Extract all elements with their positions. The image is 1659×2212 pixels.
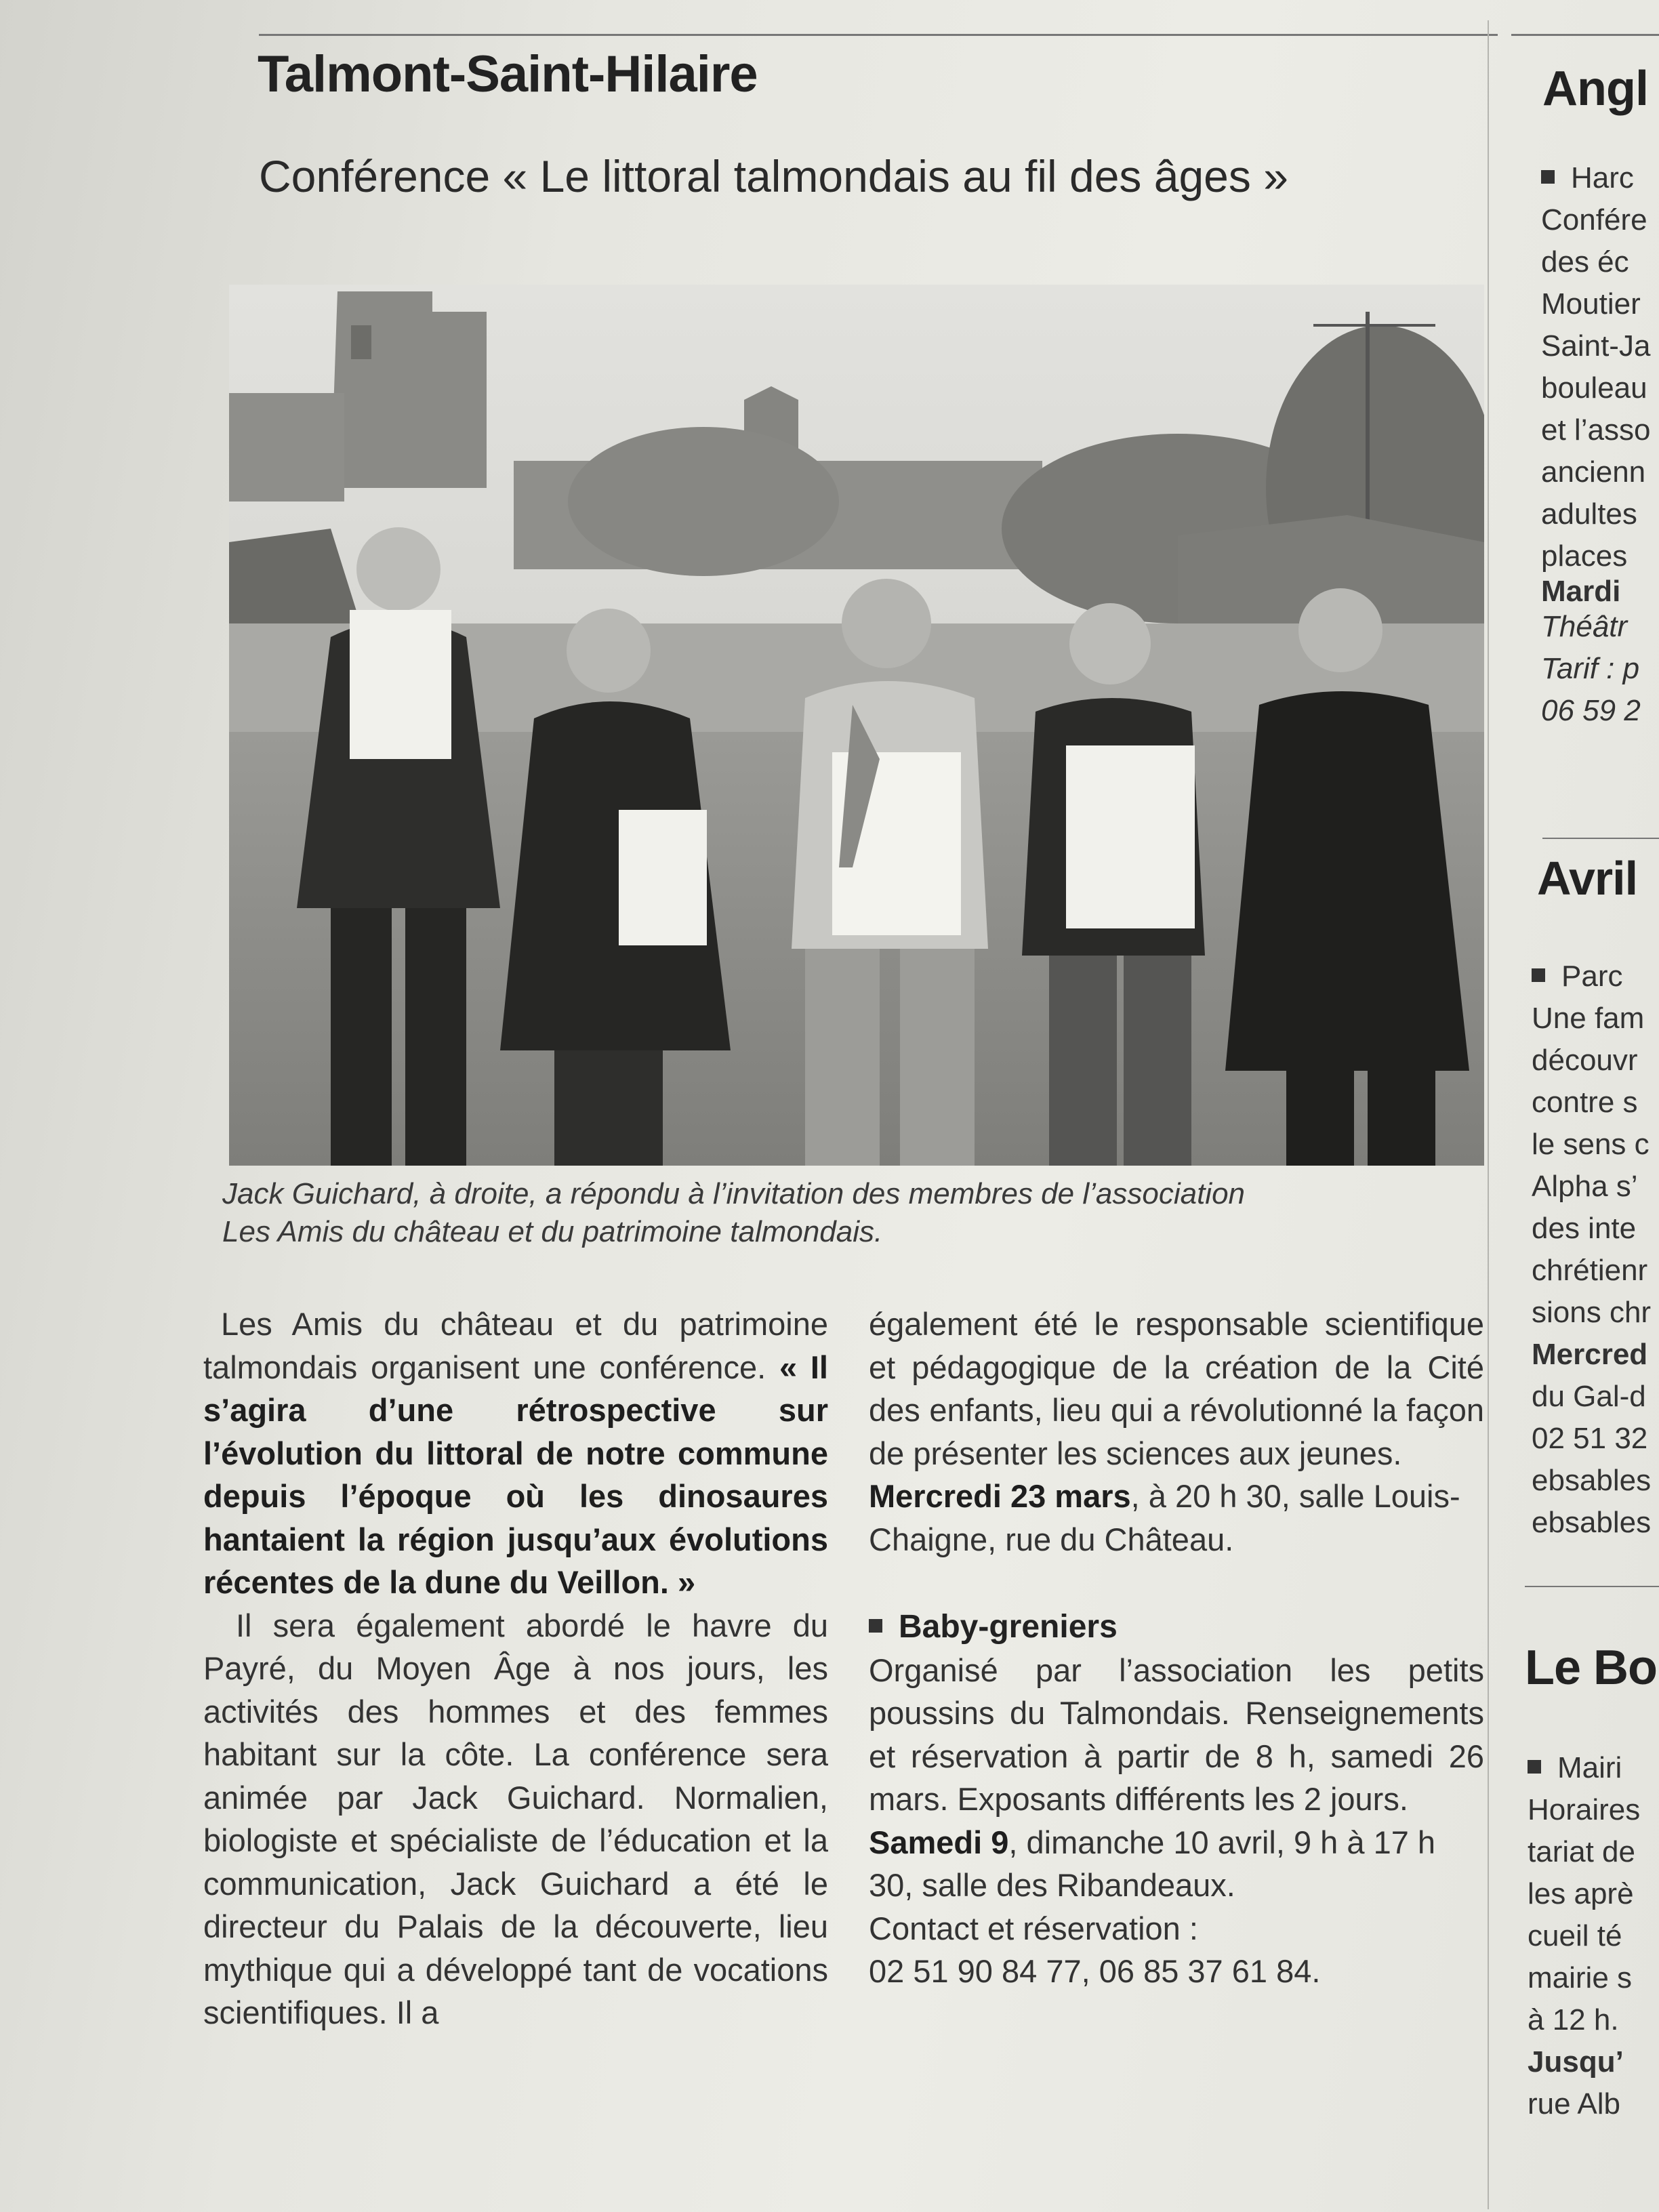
right-column	[1498, 0, 1659, 2212]
right-section-2	[1532, 956, 1651, 1544]
right-s1-text-0: Harc	[1571, 161, 1634, 194]
article-body-2: également été le responsable scientifique et pédagogique de la création de la Cité des enfants, lieu qui a révolutionné la façon de présenter les sciences aux jeunes.	[869, 1306, 1484, 1471]
right-s1-bold: Mardi	[1541, 575, 1621, 608]
right-s2-bold: Mercred	[1532, 1338, 1648, 1371]
right-s2-line-3: contre s	[1532, 1086, 1638, 1119]
right-s2-line-7: chrétienr	[1532, 1254, 1648, 1287]
brief-heading-text: Baby-greniers	[899, 1609, 1118, 1645]
caption-line-1: Jack Guichard, à droite, a répondu à l’invitation des membres de l’association	[222, 1177, 1246, 1210]
right-s3-line-6: à 12 h.	[1528, 2003, 1619, 2036]
right-s2-tail-3: ebsables	[1532, 1506, 1652, 1539]
bullet-square-icon	[869, 1619, 882, 1633]
brief-contact-phones: 02 51 90 84 77, 06 85 37 61 84.	[869, 1953, 1321, 1989]
right-section-1	[1541, 157, 1650, 732]
bullet-square-icon	[1541, 170, 1555, 184]
right-s1-line-8: adultes	[1541, 497, 1637, 531]
brief-body: Organisé par l’association les petits poussins du Talmondais. Renseignements et réservation à partir de 8 h, samedi 26 mars. Exposants différents les 2 jours.	[869, 1652, 1484, 1817]
right-heading-1: Angl	[1542, 62, 1648, 116]
right-s2-line-2: découvr	[1532, 1044, 1638, 1077]
photo-caption	[222, 1175, 1483, 1251]
bullet-square-icon	[1532, 968, 1545, 982]
right-s2-text-0: Parc	[1561, 960, 1623, 993]
right-s1-line-2: des éc	[1541, 245, 1629, 279]
right-s2-tail-1: 02 51 32	[1532, 1422, 1648, 1455]
photo-graphic	[229, 285, 1484, 1166]
right-s2-line-1: Une fam	[1532, 1002, 1645, 1035]
right-s3-text-0: Mairi	[1557, 1751, 1622, 1784]
event-date: Mercredi 23 mars	[869, 1478, 1131, 1514]
right-s3-line-3: les aprè	[1528, 1877, 1634, 1910]
right-s2-line-8: sions chr	[1532, 1296, 1652, 1329]
right-s1-line-9: places	[1541, 539, 1628, 573]
article-quote: « Il s’agira d’une rétrospective sur l’évolution du littoral de notre commune depuis l’époque où les dinosaures hantaient la région jusqu’aux évolutions récentes de la dune du Veillon. »	[203, 1349, 828, 1600]
right-s1-italic-1: Tarif : p	[1541, 652, 1640, 685]
caption-line-2: Les Amis du château et du patrimoine talmondais.	[222, 1215, 883, 1248]
right-s2-tail-0: du Gal-d	[1532, 1380, 1646, 1413]
article-body-1: Il sera également abordé le havre du Payré, du Moyen Âge à nos jours, les activités des hommes et des femmes habitant sur la côte. La conférence sera animée par Jack Guichard. Normalien, biologiste et spécialiste de l’éducation et la communication, Jack Guichard a été le directeur du Palais de la découverte, lieu mythique qui a développé tant de vocations scientifiques. Il a	[203, 1607, 828, 2030]
right-s2-line-4: le sens c	[1532, 1128, 1650, 1161]
brief-heading	[869, 1605, 1484, 1649]
right-section-3	[1528, 1747, 1640, 2125]
right-s3-line-2: tariat de	[1528, 1835, 1635, 1868]
right-s1-line-6: et l’asso	[1541, 413, 1651, 447]
right-s3-tail-0: rue Alb	[1528, 2087, 1620, 2121]
brief-venue: , dimanche 10 avril, 9 h à 17 h 30, salle des Ribandeaux.	[869, 1824, 1436, 1903]
right-s2-line-6: des inte	[1532, 1212, 1637, 1245]
column-divider	[1488, 20, 1489, 2209]
right-s1-line-1: Confére	[1541, 203, 1647, 237]
article-photo	[229, 285, 1484, 1166]
right-mid-rule	[1542, 838, 1659, 839]
right-s1-italic-2: 06 59 2	[1541, 694, 1641, 727]
right-low-rule	[1525, 1586, 1659, 1587]
brief-date: Samedi 9	[869, 1824, 1009, 1860]
event-venue: , à 20 h 30, salle Louis-Chaigne, rue du Château.	[869, 1478, 1460, 1557]
right-s1-line-3: Moutier	[1541, 287, 1641, 321]
top-rule	[259, 34, 1498, 36]
right-s3-line-4: cueil té	[1528, 1919, 1622, 1952]
right-s1-line-7: ancienn	[1541, 455, 1646, 489]
right-s1-line-0	[1541, 157, 1650, 199]
article-column-2	[869, 1303, 1484, 1993]
right-s2-tail-2: ebsables	[1532, 1464, 1652, 1497]
right-s2-line-0	[1532, 956, 1651, 998]
right-s3-bold: Jusqu’	[1528, 2045, 1624, 2078]
right-s1-line-5: bouleau	[1541, 371, 1647, 405]
right-s3-line-0	[1528, 1747, 1640, 1789]
right-heading-3: Le Bo	[1525, 1641, 1658, 1695]
right-s2-line-5: Alpha s’	[1532, 1170, 1638, 1203]
article-column-1	[203, 1303, 828, 2034]
article-title: Conférence « Le littoral talmondais au fil des âges »	[259, 151, 1288, 201]
right-s3-line-1: Horaires	[1528, 1793, 1641, 1826]
right-s1-line-4: Saint-Ja	[1541, 329, 1651, 363]
town-heading: Talmont-Saint-Hilaire	[258, 45, 758, 103]
bullet-square-icon	[1528, 1760, 1541, 1774]
article-intro: Les Amis du château et du patrimoine talmondais organisent une conférence.	[203, 1306, 828, 1385]
right-s3-line-5: mairie s	[1528, 1961, 1633, 1994]
right-top-rule	[1511, 34, 1659, 36]
brief-contact-label: Contact et réservation :	[869, 1910, 1198, 1946]
right-s1-italic-0: Théâtr	[1541, 610, 1628, 643]
right-heading-2: Avril	[1537, 852, 1638, 905]
